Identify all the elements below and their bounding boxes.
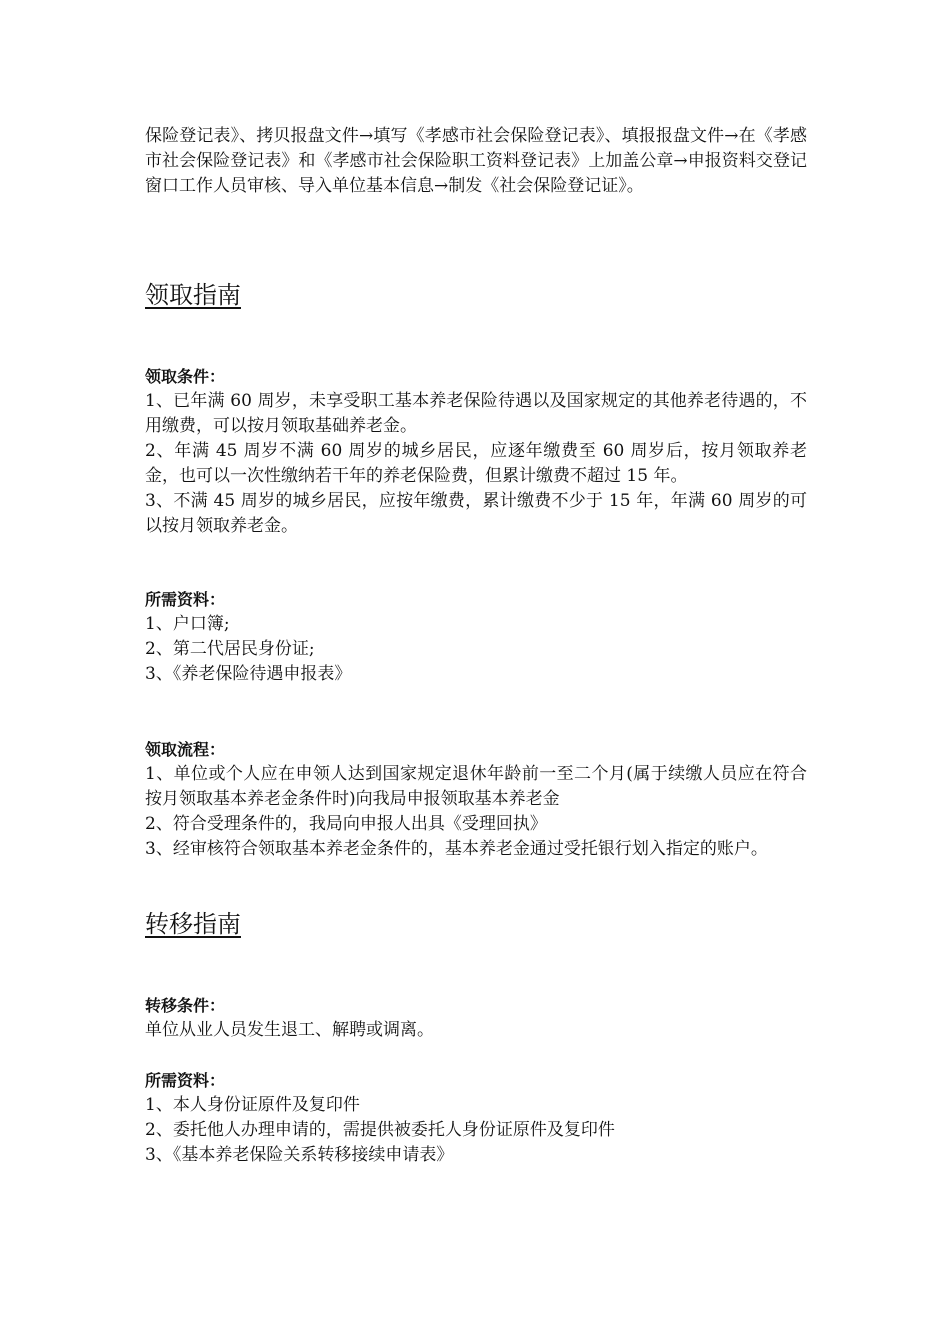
- receive-process-item-3: 3、经审核符合领取基本养老金条件的，基本养老金通过受托银行划入指定的账户。: [145, 839, 768, 859]
- receive-process-item-2: 2、符合受理条件的，我局向申报人出具《受理回执》: [145, 814, 547, 834]
- receive-condition-item-2: 2、年满 45 周岁不满 60 周岁的城乡居民，应逐年缴费至 60 周岁后，按月领取养老金，也可以一次性缴纳若干年的养老保险费，但累计缴费不超过 15 年。: [145, 441, 807, 486]
- receive-material-item-3: 3、《养老保险待遇申报表》: [145, 664, 352, 684]
- transfer-condition-text: 单位从业人员发生退工、解聘或调离。: [145, 1020, 434, 1040]
- transfer-guide-heading: 转移指南: [145, 910, 241, 938]
- receive-conditions-label: 领取条件：: [145, 367, 226, 386]
- transfer-material-item-2: 2、委托他人办理申请的，需提供被委托人身份证原件及复印件: [145, 1120, 615, 1140]
- intro-paragraph: 保险登记表》、拷贝报盘文件→填写《孝感市社会保险登记表》、填报报盘文件→在《孝感市社会保险登记表》和《孝感市社会保险职工资料登记表》上加盖公章→申报资料交登记窗口工作人员审核、导入单位基本信息→制发《社会保险登记证》。: [145, 126, 807, 196]
- receive-material-item-1: 1、户口簿;: [145, 614, 230, 634]
- receive-condition-item-1: 1、已年满 60 周岁，未享受职工基本养老保险待遇以及国家规定的其他养老待遇的，不用缴费，可以按月领取基础养老金。: [145, 391, 807, 436]
- receive-condition-item-3: 3、不满 45 周岁的城乡居民，应按年缴费，累计缴费不少于 15 年，年满 60 周岁的可以按月领取养老金。: [145, 491, 807, 536]
- receive-material-item-2: 2、第二代居民身份证;: [145, 639, 315, 659]
- transfer-materials-label: 所需资料：: [145, 1071, 226, 1090]
- transfer-conditions-label: 转移条件：: [145, 996, 226, 1015]
- transfer-material-item-3: 3、《基本养老保险关系转移接续申请表》: [145, 1145, 454, 1165]
- document-content: [145, 124, 807, 1168]
- receive-guide-heading: 领取指南: [145, 281, 241, 309]
- receive-process-label: 领取流程：: [145, 740, 226, 759]
- receive-materials-label: 所需资料：: [145, 590, 226, 609]
- transfer-material-item-1: 1、本人身份证原件及复印件: [145, 1095, 360, 1115]
- receive-process-item-1: 1、单位或个人应在申领人达到国家规定退休年龄前一至二个月(属于续缴人员应在符合按月领取基本养老金条件时)向我局申报领取基本养老金: [145, 764, 807, 809]
